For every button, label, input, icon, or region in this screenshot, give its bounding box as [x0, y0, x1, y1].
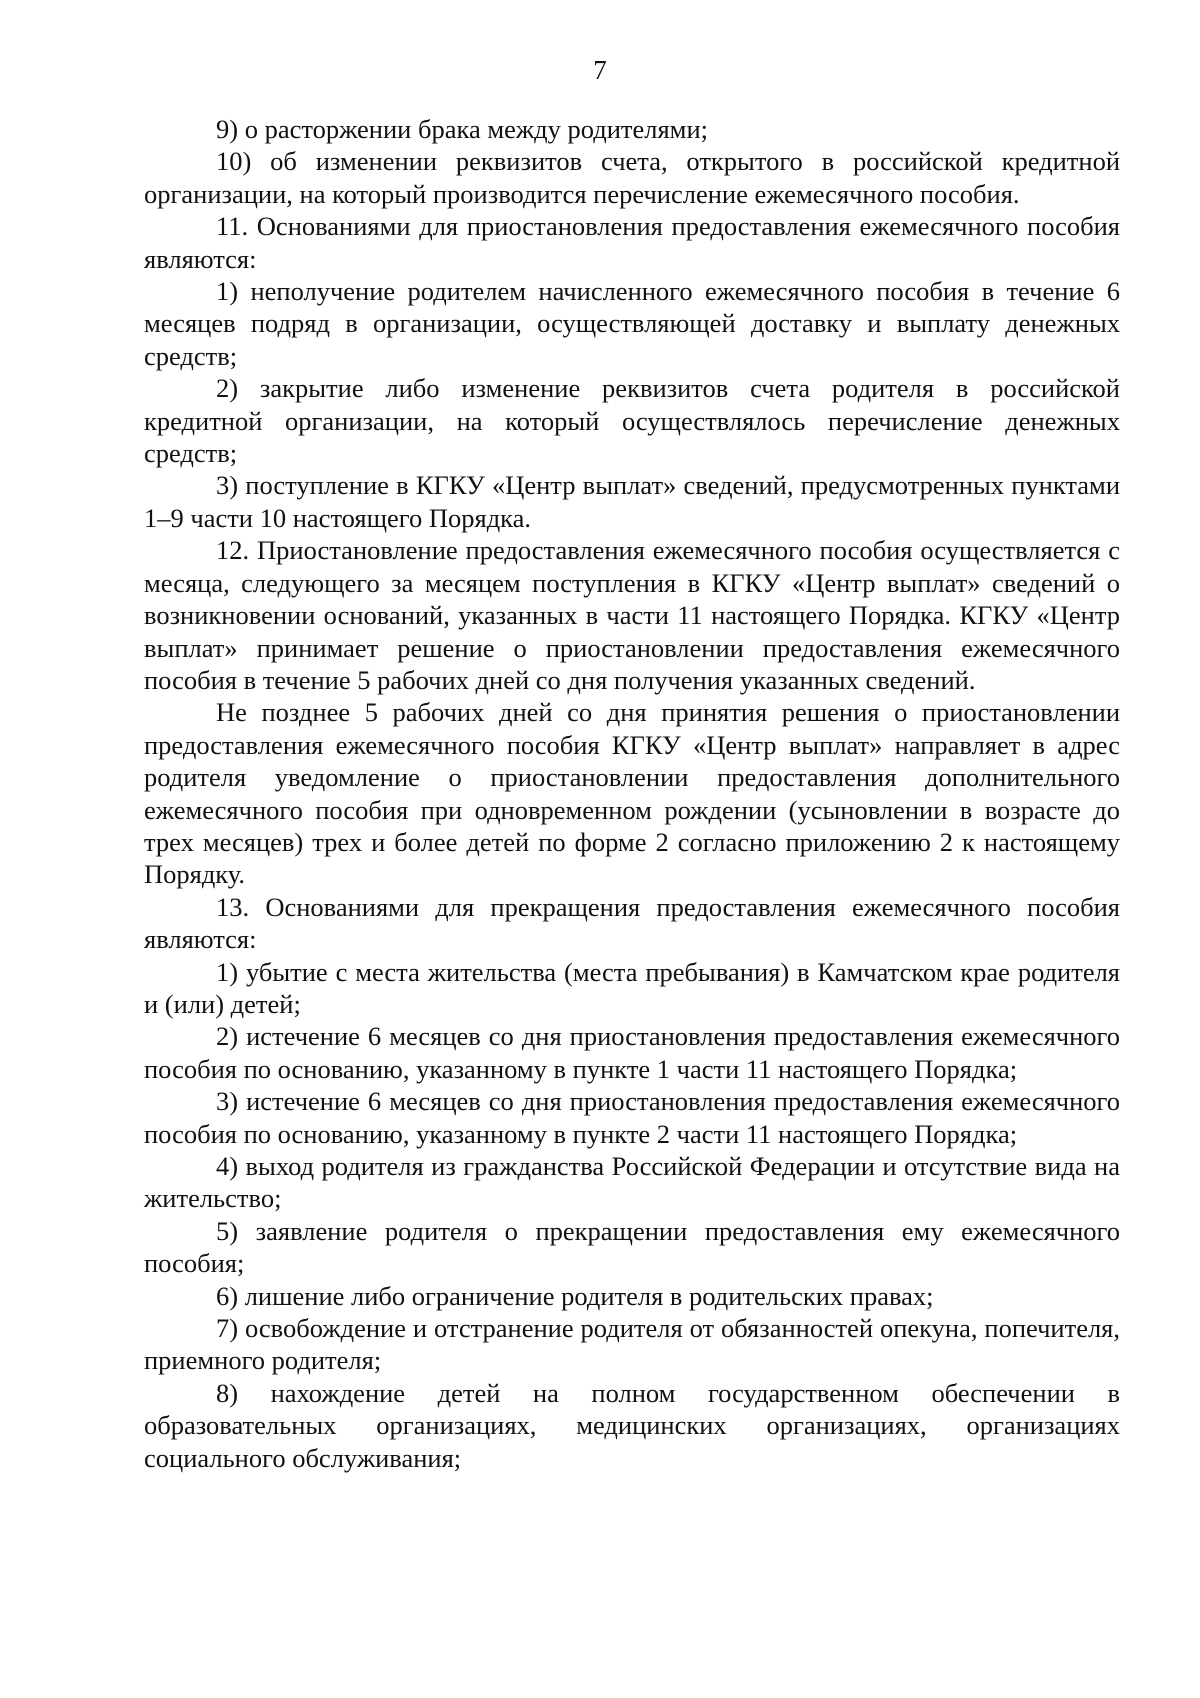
paragraph-section-13-item-2: 2) истечение 6 месяцев со дня приостановления предоставления ежемесячного пособия по основанию, указанному в пункте 1 части 11 настоящего Порядка;	[144, 1021, 1120, 1084]
paragraph-section-13-item-5: 5) заявление родителя о прекращении предоставления ему ежемесячного пособия;	[144, 1215, 1120, 1279]
paragraph-section-13-item-4: 4) выход родителя из гражданства Российской Федерации и отсутствие вида на жительство;	[144, 1151, 1120, 1214]
paragraph-section-13-item-8: 8) нахождение детей на полном государственном обеспечении в образовательных организациях, медицинских организациях, организациях социального обслуживания;	[144, 1377, 1120, 1473]
paragraph-section-13-item-1: 1) убытие с места жительства (места пребывания) в Камчатском крае родителя и (или) детей;	[144, 956, 1120, 1019]
paragraph-section-11-item-3: 3) поступление в КГКУ «Центр выплат» сведений, предусмотренных пунктами 1–9 части 10 настоящего Порядка.	[144, 470, 1120, 533]
paragraph-item-9-divorce: 9) о расторжении брака между родителями;	[216, 114, 708, 144]
paragraph-section-13-item-3: 3) истечение 6 месяцев со дня приостановления предоставления ежемесячного пособия по основанию, указанному в пункте 2 части 11 настоящего Порядка;	[144, 1086, 1120, 1149]
paragraph-section-11-item-1: 1) неполучение родителем начисленного ежемесячного пособия в течение 6 месяцев подряд в организации, осуществляющей доставку и выплату денежных средств;	[144, 276, 1120, 371]
paragraph-item-10-account-change: 10) об изменении реквизитов счета, открытого в российской кредитной организации, на который производится перечисление ежемесячного пособия.	[144, 146, 1120, 209]
document-body	[144, 113, 1120, 1474]
paragraph-section-12: 12. Приостановление предоставления ежемесячного пособия осуществляется с месяца, следующего за месяцем поступления в КГКУ «Центр выплат» сведений о возникновении оснований, указанных в части 11 настоящего Порядка. КГКУ «Центр выплат» принимает решение о приостановлении предоставления ежемесячного пособия в течение 5 рабочих дней со дня получения указанных сведений.	[144, 535, 1120, 695]
paragraph-section-11-heading: 11. Основаниями для приостановления предоставления ежемесячного пособия являются:	[144, 211, 1120, 274]
paragraph-section-13-item-6: 6) лишение либо ограничение родителя в родительских правах;	[216, 1280, 934, 1311]
paragraph-section-13-item-7: 7) освобождение и отстранение родителя от обязанностей опекуна, попечителя, приемного родителя;	[144, 1313, 1120, 1376]
paragraph-section-13-heading: 13. Основаниями для прекращения предоставления ежемесячного пособия являются:	[144, 891, 1120, 955]
paragraph-section-12-notification: Не позднее 5 рабочих дней со дня принятия решения о приостановлении предоставления ежемесячного пособия КГКУ «Центр выплат» направляет в адрес родителя уведомление о приостановлении предоставления дополнительного ежемесячного пособия при одновременном рождении (усыновлении в возрасте до трех месяцев) трех и более детей по форме 2 согласно приложению 2 к настоящему Порядку.	[144, 697, 1120, 890]
page-number: 7	[593, 55, 607, 85]
paragraph-section-11-item-2: 2) закрытие либо изменение реквизитов счета родителя в российской кредитной организации, на который осуществлялось перечисление денежных средств;	[144, 373, 1120, 469]
